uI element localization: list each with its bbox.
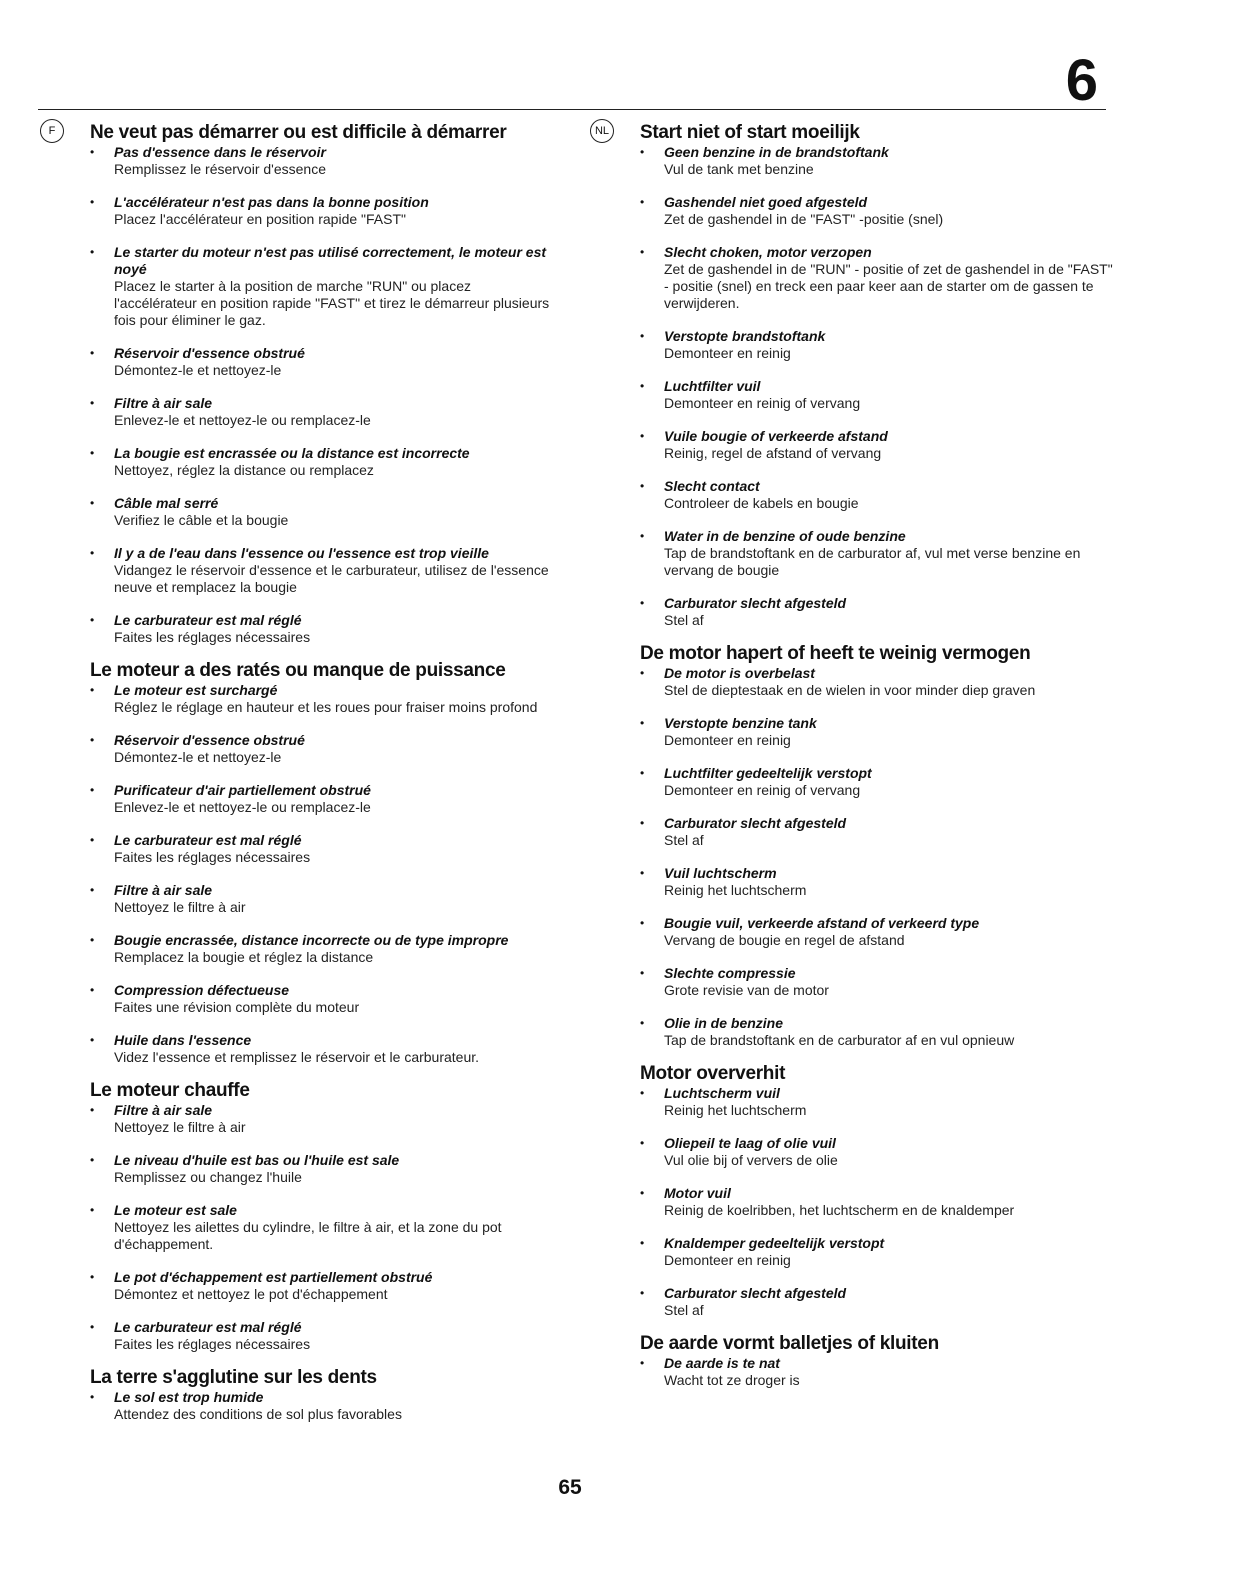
problem-text: Le carburateur est mal réglé	[114, 832, 302, 848]
remedy-text: Remplissez ou changez l'huile	[114, 1169, 302, 1185]
list-item	[640, 915, 1120, 949]
bullet-icon: •	[640, 866, 645, 880]
problem-list	[640, 1355, 1120, 1389]
bullet-icon: •	[90, 1320, 95, 1334]
problem-list	[90, 1389, 550, 1423]
problem-text: Water in de benzine of oude benzine	[664, 528, 906, 544]
remedy-text: Faites les réglages nécessaires	[114, 1336, 311, 1352]
remedy-text: Vul olie bij of ververs de olie	[664, 1152, 838, 1168]
remedy-text: Tap de brandstoftank en de carburator af, vul met verse benzine en vervang de bougie	[664, 545, 1081, 578]
bullet-icon: •	[640, 916, 645, 930]
problem-list	[90, 682, 550, 1066]
bullet-icon: •	[90, 733, 95, 747]
remedy-text: Enlevez-le et nettoyez-le ou remplacez-le	[114, 799, 371, 815]
bullet-icon: •	[90, 883, 95, 897]
section-title: Le moteur chauffe	[90, 1080, 250, 1101]
section-title: Motor oververhit	[640, 1063, 786, 1084]
remedy-text: Vul de tank met benzine	[664, 161, 814, 177]
list-item	[640, 1185, 1120, 1219]
remedy-text: Stel af	[664, 612, 704, 628]
remedy-text: Demonteer en reinig of vervang	[664, 395, 861, 411]
problem-text: Luchtfilter gedeeltelijk verstopt	[664, 765, 872, 781]
problem-text: De aarde is te nat	[664, 1355, 780, 1371]
bullet-icon: •	[640, 195, 645, 209]
bullet-icon: •	[90, 546, 95, 560]
remedy-text: Démontez-le et nettoyez-le	[114, 362, 282, 378]
section-title: Ne veut pas démarrer ou est difficile à démarrer	[90, 122, 507, 143]
list-item	[640, 328, 1120, 362]
remedy-text: Stel de dieptestaak en de wielen in voor minder diep graven	[664, 682, 1036, 698]
list-item	[90, 395, 550, 429]
list-item	[640, 194, 1120, 228]
chapter-number: 6	[1065, 48, 1098, 113]
bullet-icon: •	[640, 1356, 645, 1370]
bullet-icon: •	[640, 966, 645, 980]
bullet-icon: •	[640, 816, 645, 830]
bullet-icon: •	[640, 329, 645, 343]
bullet-icon: •	[90, 983, 95, 997]
remedy-text: Verifiez le câble et la bougie	[114, 512, 289, 528]
troubleshoot-section	[90, 1080, 550, 1353]
troubleshoot-section	[640, 1333, 1120, 1389]
list-item	[90, 1269, 550, 1303]
problem-list	[640, 665, 1120, 1049]
remedy-text: Reinig de koelribben, het luchtscherm en de knaldemper	[664, 1202, 1015, 1218]
remedy-text: Nettoyez le filtre à air	[114, 899, 246, 915]
problem-text: Oliepeil te laag of olie vuil	[664, 1135, 836, 1151]
list-item	[90, 244, 550, 329]
bullet-icon: •	[90, 396, 95, 410]
list-item	[90, 1202, 550, 1253]
list-item	[640, 1285, 1120, 1319]
troubleshoot-section	[640, 1063, 1120, 1319]
problem-list	[640, 144, 1120, 629]
list-item	[640, 144, 1120, 178]
list-item	[90, 782, 550, 816]
list-item	[90, 144, 550, 178]
problem-text: Compression défectueuse	[114, 982, 290, 998]
remedy-text: Faites les réglages nécessaires	[114, 629, 311, 645]
remedy-text: Remplacez la bougie et réglez la distance	[114, 949, 374, 965]
problem-text: Le moteur est sale	[114, 1202, 237, 1218]
bullet-icon: •	[90, 446, 95, 460]
list-item	[640, 715, 1120, 749]
remedy-text: Remplissez le réservoir d'essence	[114, 161, 326, 177]
problem-list	[640, 1085, 1120, 1319]
remedy-text: Demonteer en reinig	[664, 732, 791, 748]
list-item	[90, 345, 550, 379]
bullet-icon: •	[90, 346, 95, 360]
problem-text: Olie in de benzine	[664, 1015, 784, 1031]
remedy-text: Faites les réglages nécessaires	[114, 849, 311, 865]
remedy-text: Nettoyez les ailettes du cylindre, le filtre à air, et la zone du pot d'échappement.	[114, 1219, 502, 1252]
remedy-text: Démontez et nettoyez le pot d'échappement	[114, 1286, 388, 1302]
problem-text: Slechte compressie	[664, 965, 796, 981]
problem-list	[90, 1102, 550, 1353]
problem-text: Purificateur d'air partiellement obstrué	[114, 782, 371, 798]
remedy-text: Enlevez-le et nettoyez-le ou remplacez-le	[114, 412, 371, 428]
troubleshoot-section	[640, 643, 1120, 1049]
list-item	[90, 682, 550, 716]
section-title: De motor hapert of heeft te weinig vermogen	[640, 643, 1031, 664]
bullet-icon: •	[640, 245, 645, 259]
troubleshoot-section	[90, 1367, 550, 1423]
troubleshoot-section	[640, 122, 1120, 629]
remedy-text: Reinig het luchtscherm	[664, 1102, 807, 1118]
list-item	[640, 478, 1120, 512]
bullet-icon: •	[640, 529, 645, 543]
problem-text: Le carburateur est mal réglé	[114, 612, 302, 628]
list-item	[90, 1389, 550, 1423]
remedy-text: Vervang de bougie en regel de afstand	[664, 932, 905, 948]
problem-text: Réservoir d'essence obstrué	[114, 345, 305, 361]
remedy-text: Demonteer en reinig of vervang	[664, 782, 861, 798]
problem-text: Huile dans l'essence	[114, 1032, 252, 1048]
list-item	[90, 982, 550, 1016]
problem-text: Réservoir d'essence obstrué	[114, 732, 305, 748]
problem-text: Vuil luchtscherm	[664, 865, 777, 881]
list-item	[640, 1015, 1120, 1049]
remedy-text: Démontez-le et nettoyez-le	[114, 749, 282, 765]
list-item	[640, 1235, 1120, 1269]
bullet-icon: •	[90, 145, 95, 159]
troubleshoot-section	[90, 122, 550, 646]
remedy-text: Tap de brandstoftank en de carburator af en vul opnieuw	[664, 1032, 1015, 1048]
remedy-text: Reinig, regel de afstand of vervang	[664, 445, 882, 461]
remedy-text: Attendez des conditions de sol plus favorables	[114, 1406, 402, 1422]
bullet-icon: •	[90, 613, 95, 627]
bullet-icon: •	[640, 1016, 645, 1030]
bullet-icon: •	[640, 1236, 645, 1250]
problem-text: Le moteur est surchargé	[114, 682, 278, 698]
remedy-text: Stel af	[664, 1302, 704, 1318]
problem-text: Slecht choken, motor verzopen	[664, 244, 872, 260]
remedy-text: Placez le starter à la position de marche "RUN" ou placez l'accélérateur en position rapide "FAST" et tirez le démarreur plusieurs fois pour éliminer le gaz.	[114, 278, 550, 328]
bullet-icon: •	[90, 833, 95, 847]
problem-text: Luchtfilter vuil	[664, 378, 761, 394]
list-item	[90, 612, 550, 646]
list-item	[90, 732, 550, 766]
bullet-icon: •	[90, 1390, 95, 1404]
list-item	[90, 832, 550, 866]
lang-badge-dutch: NL	[590, 119, 614, 143]
problem-text: Bougie vuil, verkeerde afstand of verkeerd type	[664, 915, 980, 931]
bullet-icon: •	[640, 145, 645, 159]
remedy-text: Faites une révision complète du moteur	[114, 999, 360, 1015]
problem-text: Geen benzine in de brandstoftank	[664, 144, 889, 160]
problem-text: Gashendel niet goed afgesteld	[664, 194, 868, 210]
french-column	[90, 122, 550, 1423]
problem-text: Pas d'essence dans le réservoir	[114, 144, 326, 160]
list-item	[90, 495, 550, 529]
section-title: De aarde vormt balletjes of kluiten	[640, 1333, 939, 1354]
problem-list	[90, 144, 550, 646]
remedy-text: Nettoyez, réglez la distance ou remplacez	[114, 462, 374, 478]
problem-text: Slecht contact	[664, 478, 760, 494]
problem-text: Vuile bougie of verkeerde afstand	[664, 428, 888, 444]
problem-text: Knaldemper gedeeltelijk verstopt	[664, 1235, 885, 1251]
list-item	[640, 965, 1120, 999]
bullet-icon: •	[640, 1086, 645, 1100]
list-item	[90, 1152, 550, 1186]
remedy-text: Placez l'accélérateur en position rapide "FAST"	[114, 211, 406, 227]
problem-text: Filtre à air sale	[114, 1102, 213, 1118]
list-item	[90, 445, 550, 479]
problem-text: Le pot d'échappement est partiellement obstrué	[114, 1269, 433, 1285]
bullet-icon: •	[640, 666, 645, 680]
remedy-text: Zet de gashendel in de "FAST" -positie (snel)	[664, 211, 944, 227]
bullet-icon: •	[90, 245, 95, 259]
list-item	[640, 528, 1120, 579]
remedy-text: Réglez le réglage en hauteur et les roues pour fraiser moins profond	[114, 699, 538, 715]
bullet-icon: •	[640, 1186, 645, 1200]
list-item	[90, 1102, 550, 1136]
bullet-icon: •	[90, 683, 95, 697]
section-title: La terre s'agglutine sur les dents	[90, 1367, 377, 1388]
bullet-icon: •	[640, 1136, 645, 1150]
list-item	[90, 882, 550, 916]
list-item	[90, 194, 550, 228]
section-title: Le moteur a des ratés ou manque de puissance	[90, 660, 506, 681]
problem-text: Verstopte brandstoftank	[664, 328, 826, 344]
problem-text: Verstopte benzine tank	[664, 715, 817, 731]
troubleshoot-section	[90, 660, 550, 1066]
bullet-icon: •	[90, 933, 95, 947]
list-item	[90, 1032, 550, 1066]
bullet-icon: •	[90, 1153, 95, 1167]
remedy-text: Videz l'essence et remplissez le réservoir et le carburateur.	[114, 1049, 480, 1065]
problem-text: Le starter du moteur n'est pas utilisé correctement, le moteur est noyé	[114, 244, 547, 277]
remedy-text: Vidangez le réservoir d'essence et le carburateur, utilisez de l'essence neuve et remplacez la bougie	[114, 562, 549, 595]
bullet-icon: •	[640, 596, 645, 610]
problem-text: L'accélérateur n'est pas dans la bonne position	[114, 194, 429, 210]
list-item	[640, 595, 1120, 629]
problem-text: Filtre à air sale	[114, 395, 213, 411]
problem-text: Carburator slecht afgesteld	[664, 815, 847, 831]
list-item	[640, 1135, 1120, 1169]
list-item	[640, 865, 1120, 899]
bullet-icon: •	[640, 766, 645, 780]
list-item	[640, 428, 1120, 462]
problem-text: Carburator slecht afgesteld	[664, 1285, 847, 1301]
bullet-icon: •	[90, 195, 95, 209]
bullet-icon: •	[90, 1033, 95, 1047]
bullet-icon: •	[640, 716, 645, 730]
problem-text: Filtre à air sale	[114, 882, 213, 898]
list-item	[640, 378, 1120, 412]
bullet-icon: •	[640, 1286, 645, 1300]
bullet-icon: •	[90, 1203, 95, 1217]
dutch-column	[640, 122, 1120, 1389]
problem-text: Il y a de l'eau dans l'essence ou l'essence est trop vieille	[114, 545, 489, 561]
list-item	[640, 665, 1120, 699]
bullet-icon: •	[90, 1103, 95, 1117]
lang-badge-french: F	[40, 119, 64, 143]
problem-text: Carburator slecht afgesteld	[664, 595, 847, 611]
problem-text: Le niveau d'huile est bas ou l'huile est sale	[114, 1152, 400, 1168]
remedy-text: Grote revisie van de motor	[664, 982, 829, 998]
list-item	[640, 244, 1120, 312]
bullet-icon: •	[90, 496, 95, 510]
bullet-icon: •	[640, 479, 645, 493]
remedy-text: Wacht tot ze droger is	[664, 1372, 800, 1388]
problem-text: Le sol est trop humide	[114, 1389, 264, 1405]
list-item	[640, 765, 1120, 799]
remedy-text: Reinig het luchtscherm	[664, 882, 807, 898]
problem-text: De motor is overbelast	[664, 665, 815, 681]
bullet-icon: •	[640, 429, 645, 443]
list-item	[640, 815, 1120, 849]
problem-text: Le carburateur est mal réglé	[114, 1319, 302, 1335]
list-item	[640, 1085, 1120, 1119]
remedy-text: Stel af	[664, 832, 704, 848]
bullet-icon: •	[90, 1270, 95, 1284]
problem-text: Bougie encrassée, distance incorrecte ou de type impropre	[114, 932, 509, 948]
problem-text: La bougie est encrassée ou la distance est incorrecte	[114, 445, 470, 461]
list-item	[90, 932, 550, 966]
section-title: Start niet of start moeilijk	[640, 122, 860, 143]
remedy-text: Nettoyez le filtre à air	[114, 1119, 246, 1135]
top-divider	[38, 109, 1106, 110]
remedy-text: Zet de gashendel in de "RUN" - positie of zet de gashendel in de "FAST" - positie (snel) en treck een paar keer aan de starter om de gassen te verwijderen.	[664, 261, 1113, 311]
bullet-icon: •	[90, 783, 95, 797]
list-item	[640, 1355, 1120, 1389]
bullet-icon: •	[640, 379, 645, 393]
remedy-text: Controleer de kabels en bougie	[664, 495, 859, 511]
list-item	[90, 1319, 550, 1353]
problem-text: Câble mal serré	[114, 495, 219, 511]
problem-text: Motor vuil	[664, 1185, 731, 1201]
problem-text: Luchtscherm vuil	[664, 1085, 780, 1101]
remedy-text: Demonteer en reinig	[664, 345, 791, 361]
remedy-text: Demonteer en reinig	[664, 1252, 791, 1268]
page-number: 65	[558, 1476, 582, 1499]
list-item	[90, 545, 550, 596]
